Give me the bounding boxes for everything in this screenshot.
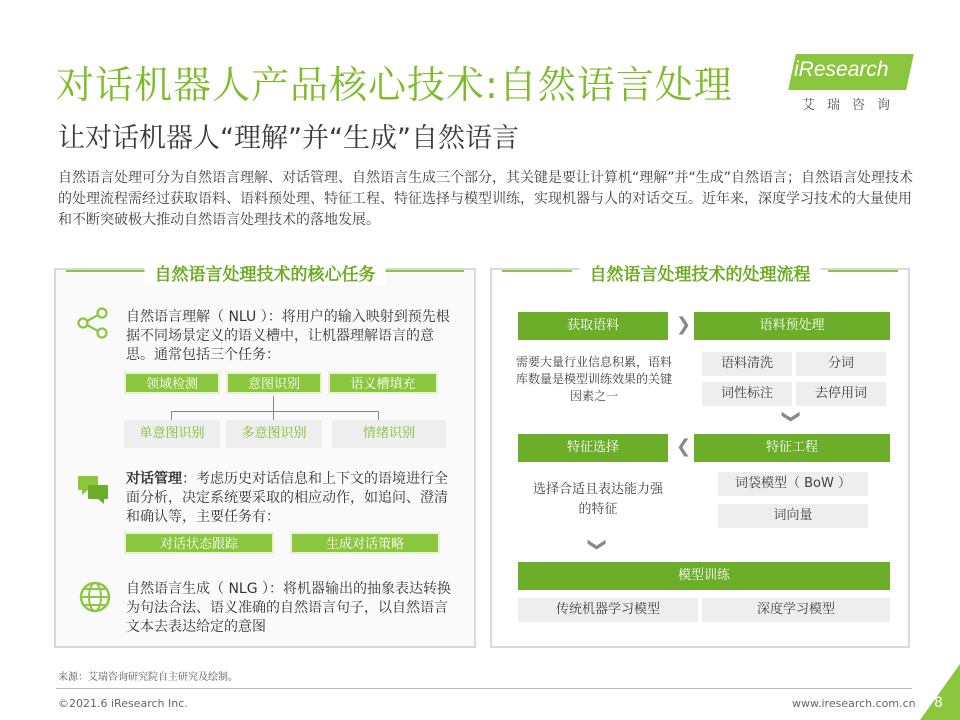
logo-text: iResearch	[794, 58, 889, 81]
dm-description: ：考虑历史对话信息和上下文的语境进行全面分析，决定系统要采取的相应动作，如追问、澄清和确认等，主要任务有：	[126, 471, 448, 525]
share-icon	[76, 306, 110, 340]
step-preprocess: 语料预处理	[694, 312, 890, 340]
process-flow-title: 自然语言处理技术的处理流程	[580, 260, 821, 285]
task-dialog-state-tracking: 对话状态跟踪	[124, 532, 274, 554]
step-acquire-corpus: 获取语料	[518, 312, 668, 340]
task-domain-detection: 领域检测	[124, 372, 220, 394]
chevron-down-icon: ❯	[587, 536, 609, 553]
task-slot-filling: 语义槽填充	[328, 372, 438, 394]
page-subtitle: 让对话机器人“理解”并“生成”自然语言	[58, 123, 519, 154]
page-number-badge	[920, 664, 960, 720]
page-title: 对话机器人产品核心技术:自然语言处理	[56, 63, 733, 107]
chat-bubbles-icon	[76, 472, 110, 506]
preprocess-segmentation: 分词	[796, 352, 886, 376]
chevron-right-icon: ❯	[676, 314, 692, 335]
tree-connector	[171, 411, 378, 412]
core-tasks-title: 自然语言处理技术的核心任务	[145, 260, 386, 285]
preprocess-stopwords: 去停用词	[796, 382, 886, 406]
step-feature-engineering: 特征工程	[694, 434, 890, 462]
intro-paragraph: 自然语言处理可分为自然语言理解、对话管理、自然语言生成三个部分，其关键是要让计算机“理解”并“生成”自然语言；自然语言处理技术的处理流程需经过获取语料、语料预处理、特征工程、特征选择与模型训练，实现机器与人的对话交互。近年来，深度学习技术的大量使用和不断突破极大推动自然语言处理技术的落地发展。	[58, 170, 914, 228]
chevron-down-icon: ❯	[781, 408, 803, 425]
website-link[interactable]: www.iresearch.com.cn	[792, 697, 916, 710]
feature-word-vector: 词向量	[718, 504, 868, 528]
process-flow-panel	[490, 265, 910, 648]
task-intent-recognition: 意图识别	[226, 372, 322, 394]
nlg-text: 自然语言生成（ NLG ）：将机器输出的抽象表达转换为句法合法、语义准确的自然语言句子，以自然语言文本去表达给定的意图	[126, 581, 452, 635]
acquire-corpus-note: 需要大量行业信息积累，语料库数量是模型训练效果的关键因素之一	[515, 355, 672, 403]
task-dialog-policy: 生成对话策略	[290, 532, 440, 554]
footer-divider	[56, 688, 912, 689]
preprocess-cleaning: 语料清洗	[702, 352, 792, 376]
feature-bow: 词袋模型（ BoW ）	[718, 472, 868, 496]
feature-selection-note: 选择合适且表达能力强的特征	[532, 482, 663, 517]
dm-text	[126, 470, 456, 527]
model-deep-learning: 深度学习模型	[702, 598, 890, 622]
subtask-single-intent: 单意图识别	[124, 420, 220, 448]
step-feature-selection: 特征选择	[518, 434, 668, 462]
nlu-text: 自然语言理解（ NLU ）：将用户的输入映射到预先根据不同场景定义的语义槽中，让机器理解语言的意思。通常包括三个任务：	[126, 309, 450, 363]
logo-subtext: 艾瑞咨询	[802, 98, 903, 113]
dm-label: 对话管理	[126, 471, 182, 487]
subtask-emotion: 情绪识别	[332, 420, 446, 448]
step-model-training: 模型训练	[518, 562, 890, 590]
source-note: 来源：艾瑞咨询研究院自主研究及绘制。	[58, 672, 238, 683]
iresearch-logo	[784, 50, 914, 113]
tree-connector	[273, 396, 274, 412]
chevron-left-icon: ❮	[676, 436, 692, 457]
subtask-multi-intent: 多意图识别	[226, 420, 322, 448]
core-tasks-panel	[54, 265, 476, 648]
globe-icon	[78, 580, 112, 614]
preprocess-pos-tagging: 词性标注	[702, 382, 792, 406]
model-traditional-ml: 传统机器学习模型	[518, 598, 698, 622]
page-number: 8	[934, 695, 943, 711]
copyright: ©2021.6 iResearch Inc.	[58, 697, 188, 710]
